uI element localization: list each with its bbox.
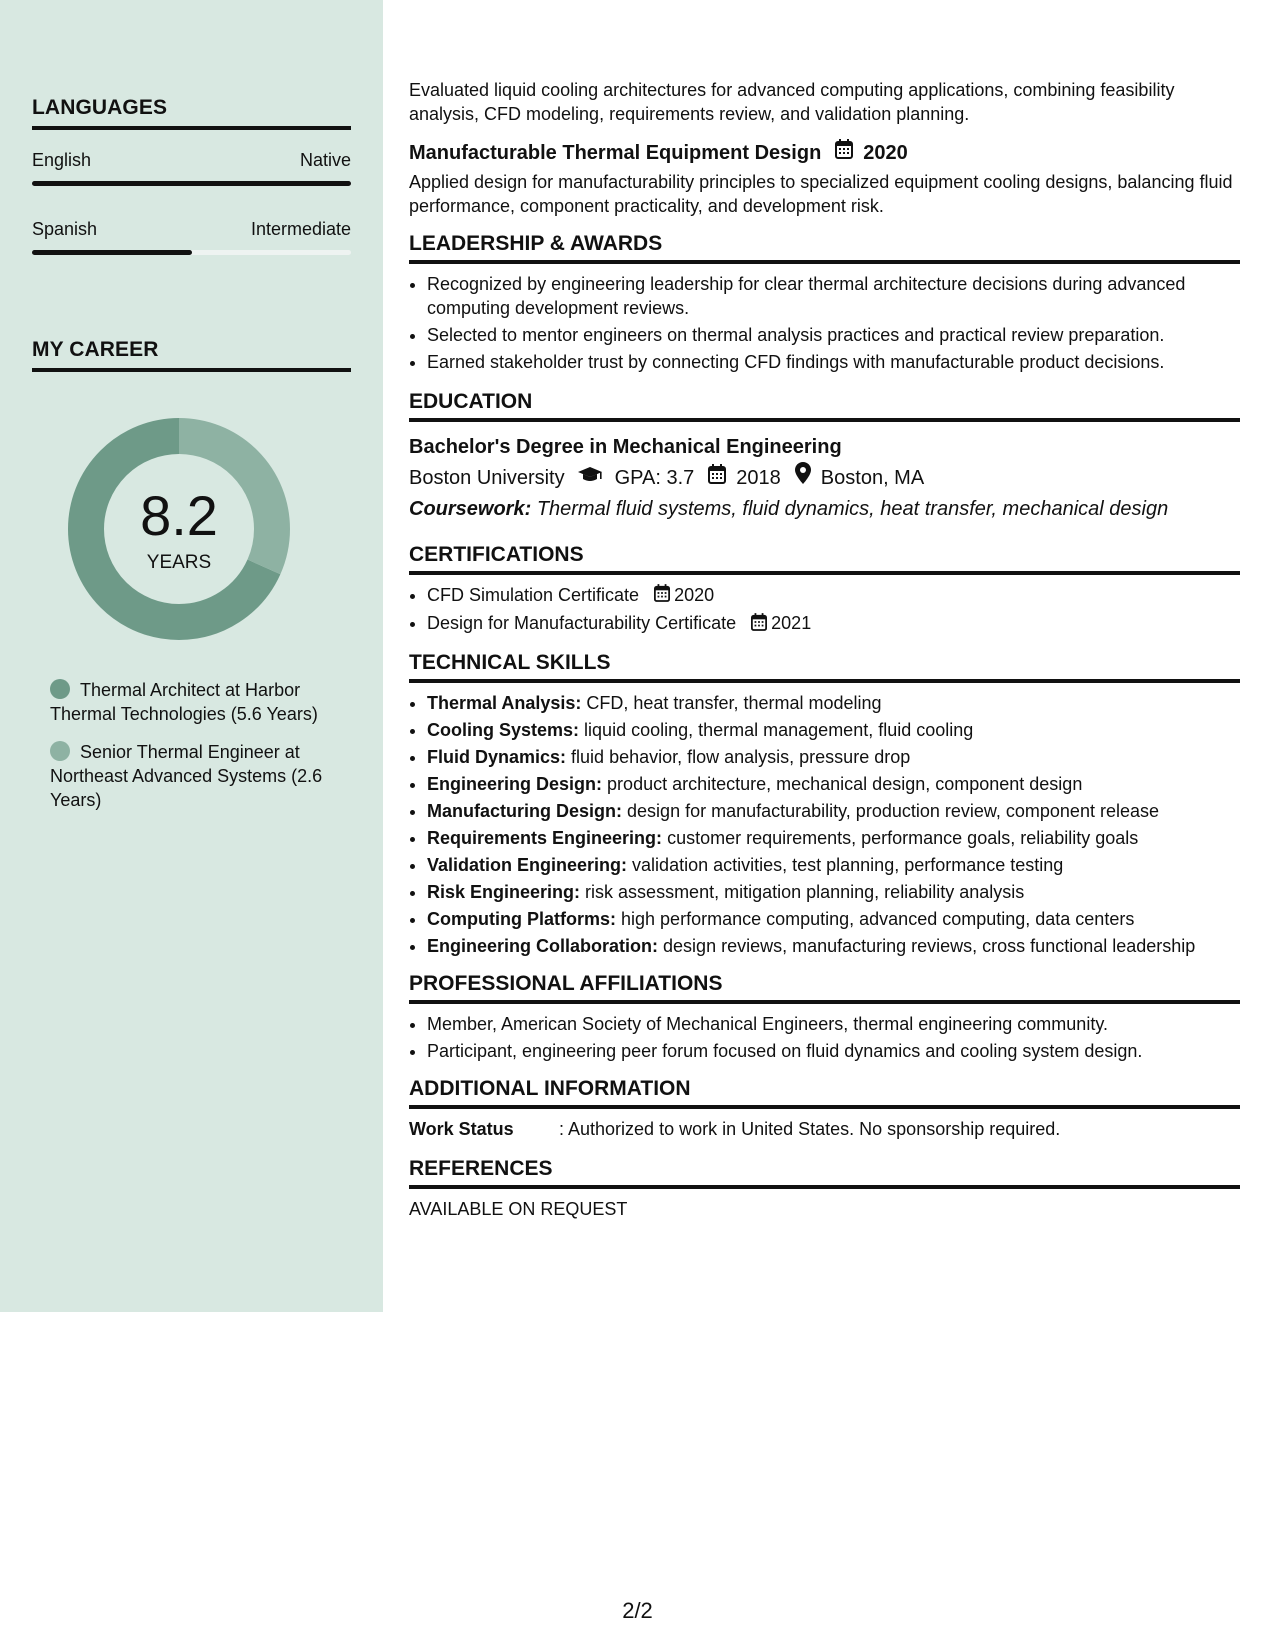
list-item (427, 853, 1240, 877)
language-level: Intermediate (250, 219, 351, 239)
career-dot-icon (50, 741, 70, 761)
career-item (50, 678, 330, 726)
list-item (427, 691, 1240, 715)
references-text: AVAILABLE ON REQUEST (409, 1198, 628, 1219)
language-item (32, 150, 351, 186)
list-item: • Participant, engineering peer forum focused on fluid dynamics and cooling system design. (427, 1039, 1240, 1063)
education-details (409, 462, 1240, 494)
calendar-icon (708, 463, 726, 494)
list-item (427, 826, 1240, 850)
career-total (66, 416, 292, 642)
project-title: Manufacturable Thermal Equipment Design (409, 142, 822, 164)
skill-label: Fluid Dynamics: (427, 746, 567, 767)
list-item (427, 799, 1240, 823)
career-section (32, 338, 351, 372)
language-name: Spanish (32, 219, 98, 239)
school-location: Boston, MA (820, 466, 925, 489)
certifications-list (409, 583, 1240, 637)
coursework-label: Coursework: (409, 498, 532, 520)
skill-value: fluid behavior, flow analysis, pressure drop (571, 746, 911, 767)
career-list (50, 678, 330, 826)
certificate-year: 2020 (674, 585, 715, 605)
list-item: • Earned stakeholder trust by connecting CFD findings with manufacturable product decisions. (427, 350, 1240, 374)
calendar-icon (835, 138, 853, 168)
languages-section (32, 96, 351, 255)
skills-heading: TECHNICAL SKILLS (409, 651, 1240, 683)
skill-value: design for manufacturability, production review, component release (627, 800, 1159, 821)
career-total-unit: YEARS (146, 552, 212, 573)
list-item (427, 907, 1240, 931)
education-heading: EDUCATION (409, 390, 1240, 422)
work-status-label: Work Status (409, 1118, 514, 1139)
project-year: 2020 (863, 142, 908, 164)
career-heading: MY CAREER (32, 338, 351, 372)
certifications-heading: CERTIFICATIONS (409, 543, 1240, 575)
skills-list (409, 691, 1240, 958)
skill-value: high performance computing, advanced computing, data centers (621, 908, 1135, 929)
location-pin-icon (795, 462, 811, 494)
language-name: English (32, 150, 92, 170)
graduation-cap-icon (577, 463, 603, 494)
skill-value: validation activities, test planning, performance testing (632, 854, 1064, 875)
calendar-icon (751, 613, 767, 637)
language-item (32, 219, 351, 255)
career-item-label: Thermal Architect at Harbor Thermal Technologies (5.6 Years) (50, 680, 318, 724)
skill-label: Thermal Analysis: (427, 692, 582, 713)
skill-value: product architecture, mechanical design, component design (607, 773, 1083, 794)
list-item: • Member, American Society of Mechanical Engineers, thermal engineering community. (427, 1012, 1240, 1036)
list-item (427, 718, 1240, 742)
language-bar (32, 181, 351, 186)
additional-info-heading: ADDITIONAL INFORMATION (409, 1077, 1240, 1109)
list-item (427, 611, 1240, 636)
skill-label: Manufacturing Design: (427, 800, 623, 821)
skill-label: Computing Platforms: (427, 908, 616, 929)
intro-text: Evaluated liquid cooling architectures for advanced computing applications, combining feasibility analysis, CFD modeling, requirements review, and validation planning. (409, 80, 1175, 124)
coursework (409, 494, 1240, 525)
career-donut (66, 416, 292, 642)
skill-label: Risk Engineering: (427, 881, 581, 902)
work-status-value: : Authorized to work in United States. No sponsorship required. (559, 1118, 1061, 1139)
languages-heading: LANGUAGES (32, 96, 351, 130)
language-bar-fill (32, 181, 351, 186)
skill-label: Cooling Systems: (427, 719, 580, 740)
certificate-name: CFD Simulation Certificate (427, 585, 640, 605)
skill-value: CFD, heat transfer, thermal modeling (586, 692, 882, 713)
skill-label: Requirements Engineering: (427, 827, 663, 848)
language-bar (32, 250, 351, 255)
graduation-year: 2018 (736, 466, 781, 489)
career-item (50, 740, 330, 812)
list-item (427, 583, 1240, 608)
list-item (427, 934, 1240, 958)
leadership-list (409, 272, 1240, 374)
leadership-heading: LEADERSHIP & AWARDS (409, 232, 1240, 264)
page-number: 2/2 (622, 1598, 653, 1623)
skill-label: Validation Engineering: (427, 854, 628, 875)
language-bar-fill (32, 250, 192, 255)
project-description: Applied design for manufacturability principles to specialized equipment cooling designs, balancing fluid performance, component practicality, and development risk. (409, 172, 1233, 216)
list-item (427, 745, 1240, 769)
skill-value: customer requirements, performance goals, reliability goals (667, 827, 1139, 848)
skill-value: design reviews, manufacturing reviews, cross functional leadership (663, 935, 1196, 956)
list-item (427, 880, 1240, 904)
affiliations-heading: PROFESSIONAL AFFILIATIONS (409, 972, 1240, 1004)
affiliations-list (409, 1012, 1240, 1063)
list-item (427, 772, 1240, 796)
work-status-row (409, 1117, 1240, 1141)
main-content (409, 78, 1240, 1221)
skill-label: Engineering Design: (427, 773, 603, 794)
certificate-name: Design for Manufacturability Certificate (427, 613, 737, 634)
references-heading: REFERENCES (409, 1157, 1240, 1189)
coursework-text: Thermal fluid systems, fluid dynamics, heat transfer, mechanical design (536, 498, 1169, 520)
language-level: Native (299, 150, 351, 170)
list-item: • Recognized by engineering leadership for clear thermal architecture decisions during advanced computing development reviews. (427, 272, 1240, 320)
career-dot-icon (50, 679, 70, 699)
project-title-row (409, 138, 1240, 168)
skill-value: risk assessment, mitigation planning, reliability analysis (585, 881, 1025, 902)
list-item: • Selected to mentor engineers on thermal analysis practices and practical review preparation. (427, 323, 1240, 347)
degree-title: Bachelor's Degree in Mechanical Engineering (409, 436, 842, 458)
certificate-year: 2021 (771, 613, 812, 634)
skill-value: liquid cooling, thermal management, fluid cooling (584, 719, 974, 740)
school-name: Boston University (409, 466, 565, 489)
skill-label: Engineering Collaboration: (427, 935, 659, 956)
sidebar (0, 0, 383, 1312)
gpa: GPA: 3.7 (614, 466, 695, 489)
career-item-label: Senior Thermal Engineer at Northeast Advanced Systems (2.6 Years) (50, 742, 323, 810)
calendar-icon (654, 584, 670, 608)
career-total-value: 8.2 (140, 484, 218, 547)
